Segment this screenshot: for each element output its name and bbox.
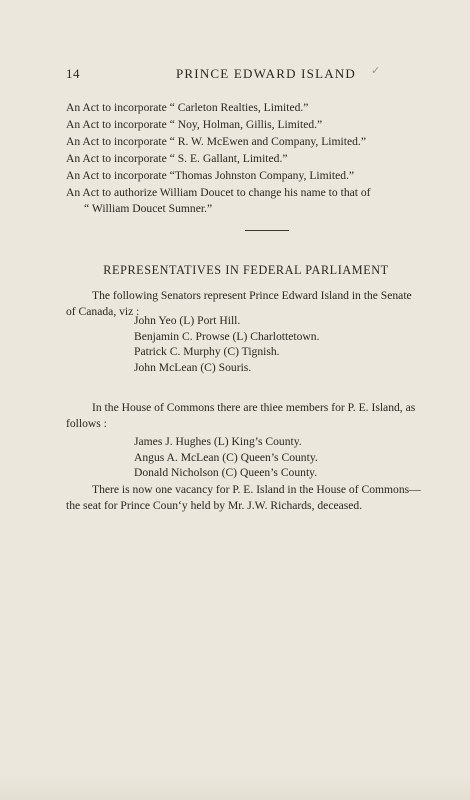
acts-list (66, 100, 466, 218)
running-head (66, 66, 382, 82)
commons-member-item: Donald Nicholson (C) Queen’s County. (134, 466, 318, 479)
senator-item: John McLean (C) Souris. (134, 360, 252, 374)
page-number: 14 (66, 66, 80, 81)
act-item: An Act to incorporate “ R. W. McEwen and Company, Limited.” (66, 134, 366, 148)
vacancy-note: There is now one vacancy for P. E. Island in the House of Commons—the seat for Prince Coun‘y held by Mr. J.W. Richards, deceased. (66, 483, 421, 512)
act-item: An Act to incorporate “ S. E. Gallant, Limited.” (66, 151, 288, 165)
senators-list (134, 313, 319, 375)
act-item: An Act to authorize William Doucet to change his name to that of (66, 185, 371, 199)
pencil-check-mark: ✓ (371, 65, 381, 77)
commons-member-item: James J. Hughes (L) King’s County. (134, 435, 302, 448)
senator-item: Benjamin C. Prowse (L) Charlottetown. (134, 329, 320, 343)
senator-item: John Yeo (L) Port Hill. (134, 314, 241, 327)
senator-item: Patrick C. Murphy (C) Tignish. (134, 345, 280, 358)
senators-intro: The following Senators represent Prince Edward Island in the Senate of Canada, viz : (66, 289, 412, 318)
commons-intro: In the House of Commons there are thiee members for P. E. Island, as follows : (66, 401, 416, 430)
commons-members-list (134, 434, 318, 481)
act-item: An Act to incorporate “ Carleton Realties, Limited.” (66, 101, 309, 114)
section-divider (245, 230, 289, 231)
commons-member-item: Angus A. McLean (C) Queen’s County. (134, 450, 318, 464)
page-title: PRINCE EDWARD ISLAND (176, 66, 356, 81)
act-item: An Act to incorporate “ Noy, Holman, Gillis, Limited.” (66, 117, 323, 131)
page-bottom-margin (0, 774, 470, 800)
act-item-continuation: “ William Doucet Sumner.” (84, 202, 213, 216)
section-heading: REPRESENTATIVES IN FEDERAL PARLIAMENT (103, 263, 389, 277)
act-item: An Act to incorporate “Thomas Johnston Company, Limited.” (66, 168, 355, 182)
